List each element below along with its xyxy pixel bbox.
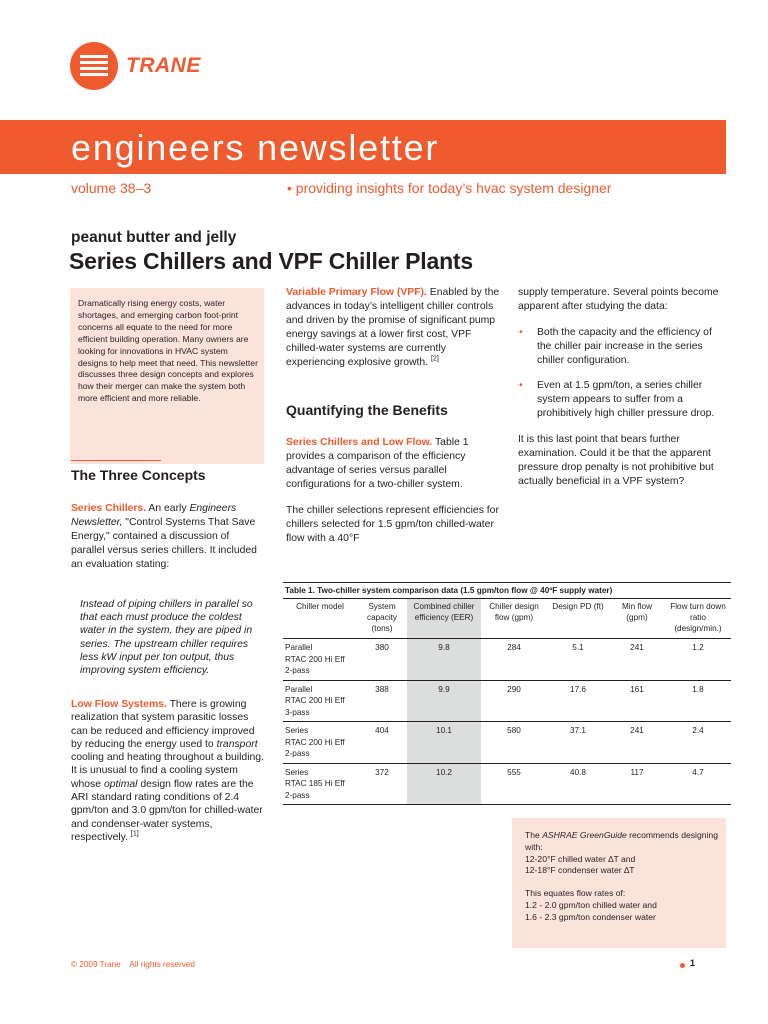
config-label: Parallel	[285, 643, 313, 652]
config-label: Series	[285, 767, 309, 777]
eer-cell: 10.1	[407, 722, 481, 764]
text-run: cooling and heating throughout a building. It is unusual to find a cooling system whose	[71, 752, 264, 790]
capacity-cell: 404	[357, 722, 407, 764]
text-run: "Control Systems That Save Energy," contained a discussion of parallel versus series chillers. It included an evaluation stating:	[71, 517, 257, 570]
model-cell	[283, 680, 357, 722]
flow-cell: 555	[481, 763, 547, 805]
table-row	[283, 680, 731, 722]
turndown-cell: 2.4	[665, 722, 731, 764]
model-label: RTAC 185 Hi Eff	[285, 779, 345, 788]
heading-quantifying-benefits: Quantifying the Benefits	[286, 402, 448, 418]
pass-label: 3-pass	[285, 707, 310, 717]
sidebar-paragraph	[525, 888, 718, 923]
text-run: This equates flow rates of:	[525, 888, 626, 899]
low-flow-paragraph	[71, 698, 267, 844]
tagline: • providing insights for today’s hvac system designer	[287, 180, 612, 196]
model-cell	[283, 639, 357, 681]
series-low-flow-lead: Series Chillers and Low Flow.	[286, 437, 433, 448]
volume-label: volume 38–3	[71, 180, 152, 196]
flow-rate-line: 1.6 - 2.3 gpm/ton condenser water	[525, 911, 656, 922]
article-title: Series Chillers and VPF Chiller Plants	[69, 248, 473, 274]
vpf-paragraph	[286, 286, 502, 370]
findings-list	[518, 326, 728, 421]
turndown-cell: 1.2	[665, 639, 731, 681]
list-item: • Both the capacity and the efficiency of the chiller pair increase in the series chiller configuration.	[518, 326, 728, 368]
pass-label: 2-pass	[285, 666, 310, 675]
min-flow-cell: 117	[609, 763, 665, 805]
newsletter-title: engineers newsletter	[71, 127, 440, 168]
series-low-flow-paragraph	[286, 436, 502, 492]
selections-paragraph: The chiller selections represent efficiencies for chillers selected for 1.5 gpm/ton chilled-water flow with a 40°F	[286, 505, 499, 544]
emphasis: transport	[216, 738, 258, 750]
series-chillers-paragraph	[71, 502, 265, 572]
col-header: Chiller model	[296, 602, 344, 611]
turndown-cell: 4.7	[665, 763, 731, 805]
intro-text: Dramatically rising energy costs, water shortages, and emerging carbon foot-print concerns all equate to the need for more efficient building operation. Many owners are looking for innovations in HVAC system designs to help meet that need. This newsletter discusses three design concepts and explores how their merger can make the system both more efficient and more reliable.	[78, 298, 258, 404]
article-subtitle: peanut butter and jelly	[71, 229, 237, 246]
section-divider	[71, 460, 161, 461]
pd-cell: 17.6	[547, 680, 609, 722]
flow-rate-line: 1.2 - 2.0 gpm/ton chilled water and	[525, 899, 657, 910]
brand-name: TRANE	[126, 54, 201, 77]
capacity-cell: 372	[357, 763, 407, 805]
turndown-cell: 1.8	[665, 680, 731, 722]
text-run: Table 1 provides a comparison of the efficiency advantage of series versus parallel configurations for a two-chiller system.	[286, 437, 469, 490]
supply-temp-paragraph: supply temperature. Several points become apparent after studying the data:	[518, 287, 719, 312]
delta-t-line: 12-20°F chilled water ∆T and	[525, 853, 636, 864]
series-chillers-lead: Series Chillers.	[71, 503, 147, 514]
model-cell	[283, 722, 357, 764]
list-item: • Even at 1.5 gpm/ton, a series chiller system appears to suffer from a prohibitively high chiller pressure drop.	[518, 379, 728, 421]
publication-name: Engineers Newsletter,	[71, 503, 237, 528]
flow-cell: 290	[481, 680, 547, 722]
text-run: An early	[148, 503, 187, 514]
text-run: The	[525, 830, 540, 840]
low-flow-lead: Low Flow Systems.	[71, 699, 167, 710]
pd-cell: 40.8	[547, 763, 609, 805]
column-3-body	[518, 286, 728, 501]
eer-cell: 10.2	[407, 763, 481, 805]
flow-cell: 284	[481, 639, 547, 681]
comparison-table	[283, 582, 731, 805]
capacity-cell: 388	[357, 680, 407, 722]
col-header: Combined chiller efficiency (EER)	[407, 599, 481, 639]
model-label: RTAC 200 Hi Eff	[285, 654, 345, 664]
text-run: Enabled by the advances in today’s intelligent chiller controls and driven by the promise of significant pump energy savings at a lower first cost, VPF chilled-water systems are currently experiencing explosive growth.	[286, 287, 500, 368]
text-run: There is growing realization that system parasitic losses can be reduced and efficiency improved by reducing the energy used to	[71, 699, 255, 750]
reference-marker: [1]	[130, 830, 139, 838]
table-row	[283, 639, 731, 681]
block-quote: Instead of piping chillers in parallel so that each must produce the coldest water in the system, they are piped in series. The upstream chiller requires less kW input per ton output, thus improving system efficiency.	[80, 599, 253, 677]
trane-logo-icon	[70, 42, 118, 90]
capacity-cell: 380	[357, 639, 407, 681]
config-label: Series	[285, 726, 309, 735]
table-row	[283, 722, 731, 764]
green-guide-sidebar	[512, 818, 726, 948]
eer-cell: 9.9	[407, 680, 481, 722]
reference-marker: [2]	[430, 355, 439, 363]
heading-three-concepts: The Three Concepts	[71, 467, 206, 483]
col-header: Min flow (gpm)	[621, 602, 653, 622]
vpf-lead: Variable Primary Flow (VPF).	[286, 287, 427, 298]
delta-t-line: 12-18°F condenser water ∆T	[525, 865, 635, 876]
config-label: Parallel	[285, 684, 313, 694]
pd-cell: 37.1	[547, 722, 609, 764]
examination-paragraph: It is this last point that bears further examination. Could it be that the apparent pressure drop penalty is not prohibitive but actually beneficial in a VPF system?	[518, 434, 714, 487]
min-flow-cell: 241	[609, 722, 665, 764]
eer-cell: 9.8	[407, 639, 481, 681]
emphasis: optimal	[103, 778, 138, 790]
table-caption: Table 1. Two-chiller system comparison data (1.5 gpm/ton flow @ 40ºF supply water)	[283, 582, 731, 599]
table-header-row	[283, 599, 731, 639]
text-run: design flow rates are the ARI standard rating conditions of 2.4 gpm/ton and 3.0 gpm/ton for chilled-water and condenser-water systems, respectively.	[71, 778, 263, 843]
intro-box	[70, 288, 264, 464]
model-cell	[283, 763, 357, 805]
min-flow-cell: 161	[609, 680, 665, 722]
copyright: © 2009 Trane All rights reserved	[71, 960, 195, 969]
col-header: Chiller design flow (gpm)	[489, 602, 539, 622]
flow-cell: 580	[481, 722, 547, 764]
col-header: Design PD (ft)	[552, 602, 604, 611]
data-table	[283, 599, 731, 805]
model-label: RTAC 200 Hi Eff	[285, 696, 345, 705]
pass-label: 2-pass	[285, 790, 310, 800]
model-label: RTAC 200 Hi Eff	[285, 737, 345, 747]
table-row	[283, 763, 731, 805]
sidebar-paragraph	[525, 830, 718, 877]
column-2-body	[286, 436, 502, 558]
pass-label: 2-pass	[285, 749, 310, 758]
bullet-icon	[680, 963, 685, 968]
page-number: 1	[690, 958, 696, 968]
publication-name: ASHRAE GreenGuide	[542, 830, 627, 840]
col-header: System capacity (tons)	[366, 602, 398, 633]
text-run: recommends designing with:	[525, 830, 718, 852]
min-flow-cell: 241	[609, 639, 665, 681]
pd-cell: 5.1	[547, 639, 609, 681]
col-header: Flow turn down ratio (design/min.)	[670, 602, 726, 633]
